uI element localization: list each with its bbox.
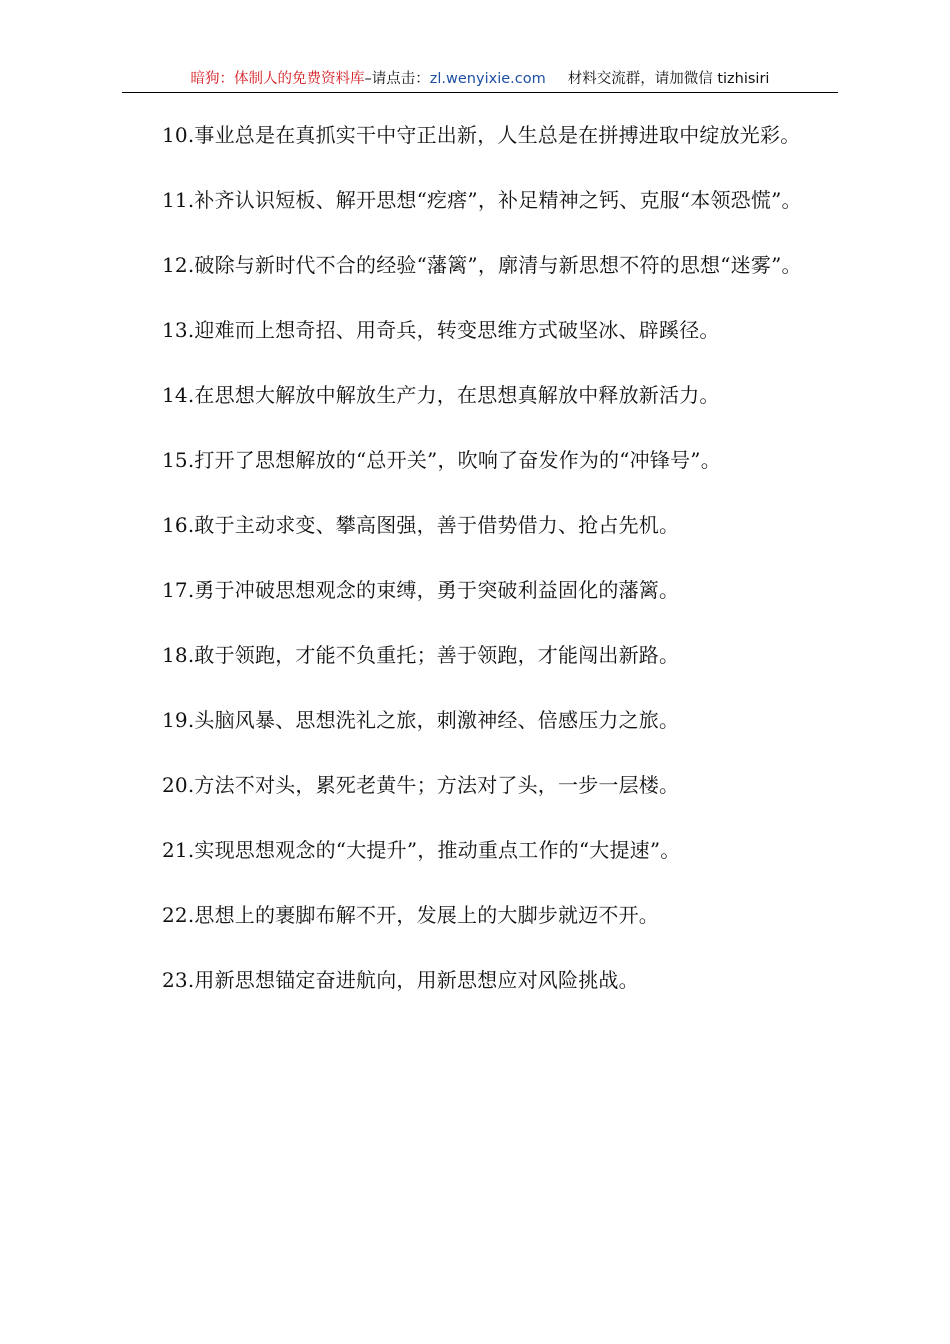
list-item-11: 11.补齐认识短板、解开思想“疙瘩”，补足精神之钙、克服“本领恐慌”。 bbox=[162, 188, 802, 212]
list-item-23: 23.用新思想锚定奋进航向，用新思想应对风险挑战。 bbox=[162, 968, 639, 992]
list-item-22: 22.思想上的裹脚布解不开，发展上的大脚步就迈不开。 bbox=[162, 903, 660, 927]
header-url-link[interactable]: zl.wenyixie.com bbox=[429, 71, 546, 87]
list-item-10: 10.事业总是在真抓实干中守正出新，人生总是在拼搏进取中绽放光彩。 bbox=[162, 123, 801, 147]
header-group-text: 材料交流群，请加微信 tizhisiri bbox=[567, 71, 770, 87]
list-item-14: 14.在思想大解放中解放生产力，在思想真解放中释放新活力。 bbox=[162, 383, 720, 407]
list-item-16: 16.敢于主动求变、攀高图强，善于借势借力、抢占先机。 bbox=[162, 513, 680, 537]
list-item-13: 13.迎难而上想奇招、用奇兵，转变思维方式破坚冰、辟蹊径。 bbox=[162, 318, 720, 342]
document-body bbox=[122, 114, 838, 1024]
list-item-19: 19.头脑风暴、思想洗礼之旅，刺激神经、倍感压力之旅。 bbox=[162, 708, 680, 732]
list-item-18: 18.敢于领跑，才能不负重托；善于领跑，才能闯出新路。 bbox=[162, 643, 680, 667]
list-item-20: 20.方法不对头，累死老黄牛；方法对了头，一步一层楼。 bbox=[162, 773, 680, 797]
list-item-12: 12.破除与新时代不合的经验“藩篱”，廓清与新思想不符的思想“迷雾”。 bbox=[162, 253, 802, 277]
list-item-17: 17.勇于冲破思想观念的束缚，勇于突破利益固化的藩篱。 bbox=[162, 578, 680, 602]
page-header bbox=[122, 66, 838, 93]
header-site-name: 暗狗：体制人的免费资料库 bbox=[190, 71, 365, 87]
header-click-label: –请点击： bbox=[364, 71, 430, 87]
list-item-21: 21.实现思想观念的“大提升”，推动重点工作的“大提速”。 bbox=[162, 838, 681, 862]
list-item-15: 15.打开了思想解放的“总开关”，吹响了奋发作为的“冲锋号”。 bbox=[162, 448, 721, 472]
